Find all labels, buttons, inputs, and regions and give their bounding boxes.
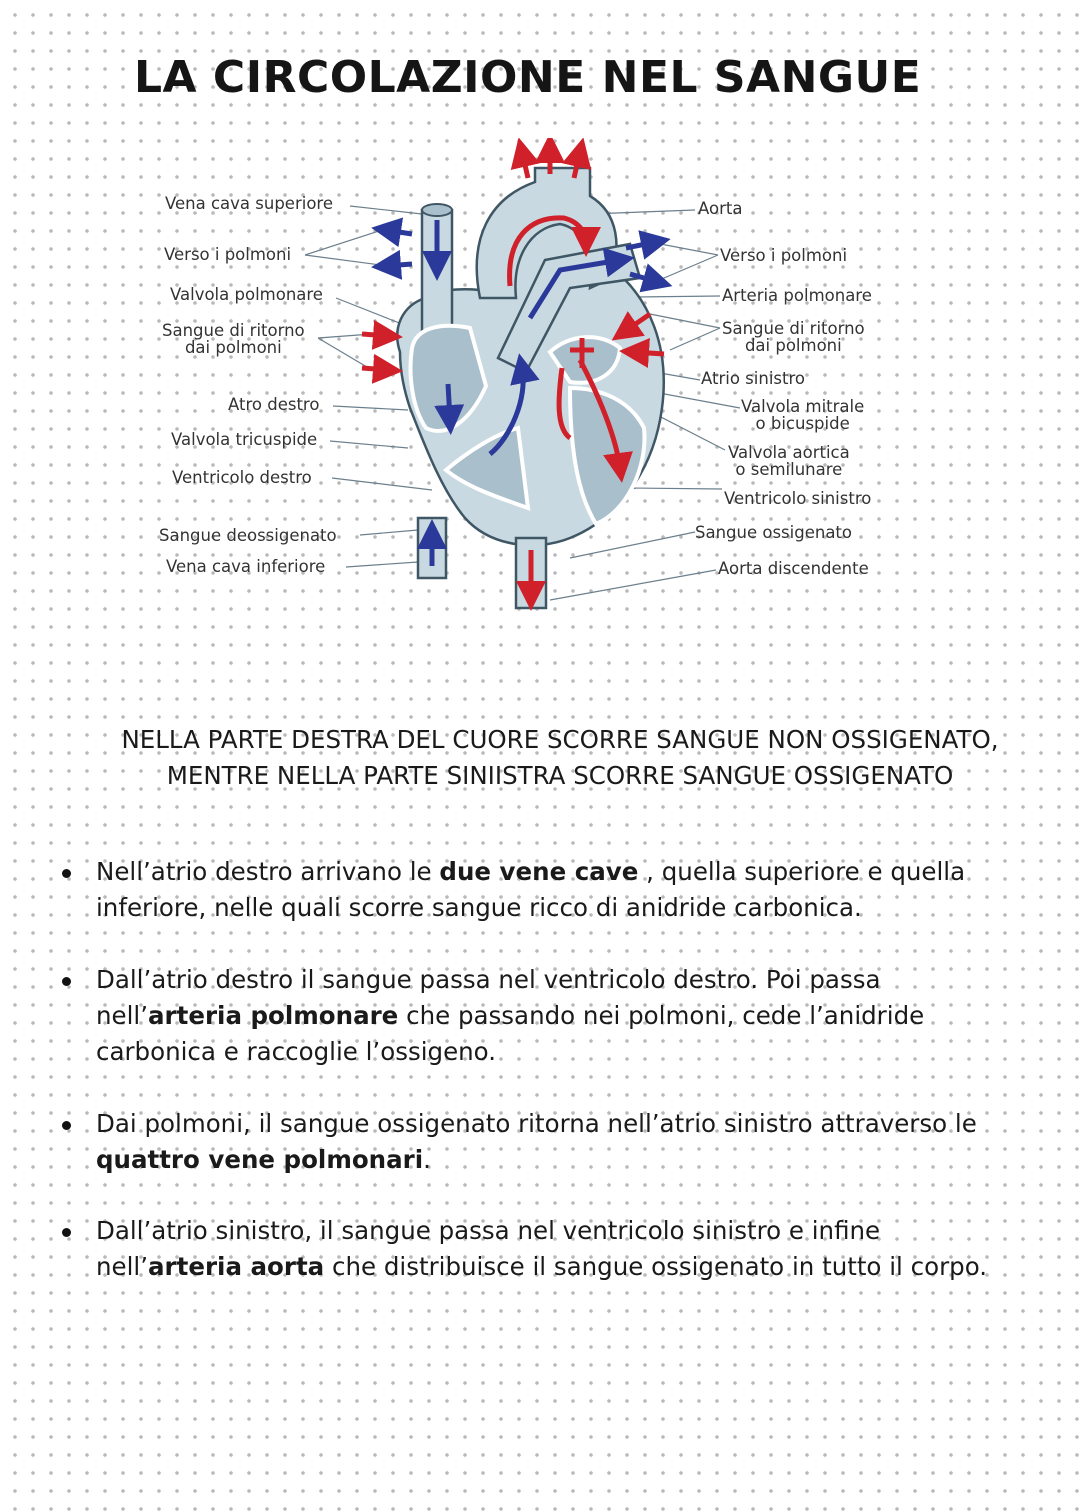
summary-statement [60,722,1060,794]
bullet-text: che passando nei polmoni, cede l’anidride carbonica e raccoglie l’ossigeno. [96,1001,925,1066]
bullet-text: Dall’atrio sinistro, il sangue passa nel ventricolo sinistro e infine nell’ [96,1216,881,1281]
bullet-text: che distribuisce il sangue ossigenato in tutto il corpo. [324,1252,988,1281]
page-title: LA CIRCOLAZIONE NEL SANGUE [134,52,922,103]
label-valvola-polmonare: Valvola polmonare [170,285,323,304]
label-valvola-mitrale-line1: Valvola mitrale [741,397,865,416]
label-valvola-tricuspide: Valvola tricuspide [171,430,318,449]
label-sangue-ritorno-right-line1: Sangue di ritorno [722,319,865,338]
label-sangue-deossigenato: Sangue deossigenato [159,526,337,545]
label-atrio-sinistro: Atrio sinistro [701,369,805,388]
label-vena-cava-inferiore: Vena cava inferiore [166,557,326,576]
label-sangue-ritorno-right [722,320,865,354]
bullet-item [96,1106,1016,1178]
label-aorta-discendente: Aorta discendente [718,559,869,578]
bullet-text: Dai polmoni, il sangue ossigenato ritorna nell’atrio sinistro attraverso le [96,1109,977,1138]
label-sangue-ossigenato: Sangue ossigenato [695,523,852,542]
bullet-keyword: arteria aorta [148,1252,325,1281]
bullet-text: , quella superiore e quella inferiore, nelle quali scorre sangue ricco di anidride carbonica. [96,857,966,922]
label-sangue-ritorno-left-line2: dai polmoni [184,338,282,357]
label-ventricolo-sinistro: Ventricolo sinistro [724,489,872,508]
bullet-text: Nell’atrio destro arrivano le [96,857,440,886]
label-valvola-aortica [728,444,850,478]
label-valvola-aortica-line2: o semilunare [735,460,843,479]
label-sangue-ritorno-left-line1: Sangue di ritorno [162,321,305,340]
label-ventricolo-destro: Ventricolo destro [172,468,312,487]
heart-diagram [150,138,910,618]
label-valvola-mitrale-line2: o bicuspide [755,414,850,433]
summary-line-1: NELLA PARTE DESTRA DEL CUORE SCORRE SANGUE NON OSSIGENATO, [121,725,999,754]
bullet-item [96,962,1016,1070]
label-verso-polmoni-left: Verso i polmoni [164,245,292,264]
label-sangue-ritorno-right-line2: dai polmoni [744,336,842,355]
label-atrio-destro: Atro destro [228,395,320,414]
label-vena-cava-superiore: Vena cava superiore [165,194,333,213]
bullet-text: . [423,1145,431,1174]
bullet-keyword: quattro vene polmonari [96,1145,424,1174]
bullet-text: Dall’atrio destro il sangue passa nel ventricolo destro. Poi passa nell’ [96,965,881,1030]
bullet-keyword: arteria polmonare [148,1001,399,1030]
label-verso-polmoni-right: Verso i polmoni [720,246,848,265]
bullet-item [96,854,1016,926]
label-valvola-mitrale [741,398,864,432]
label-aorta: Aorta [698,199,743,218]
summary-line-2: MENTRE NELLA PARTE SINIISTRA SCORRE SANGUE OSSIGENATO [166,761,954,790]
label-arteria-polmonare: Arteria polmonare [722,286,872,305]
label-valvola-aortica-line1: Valvola aortica [728,443,850,462]
bullet-item [96,1213,1016,1285]
bullet-keyword: due vene cave [439,857,639,886]
label-sangue-ritorno-left [162,322,305,356]
